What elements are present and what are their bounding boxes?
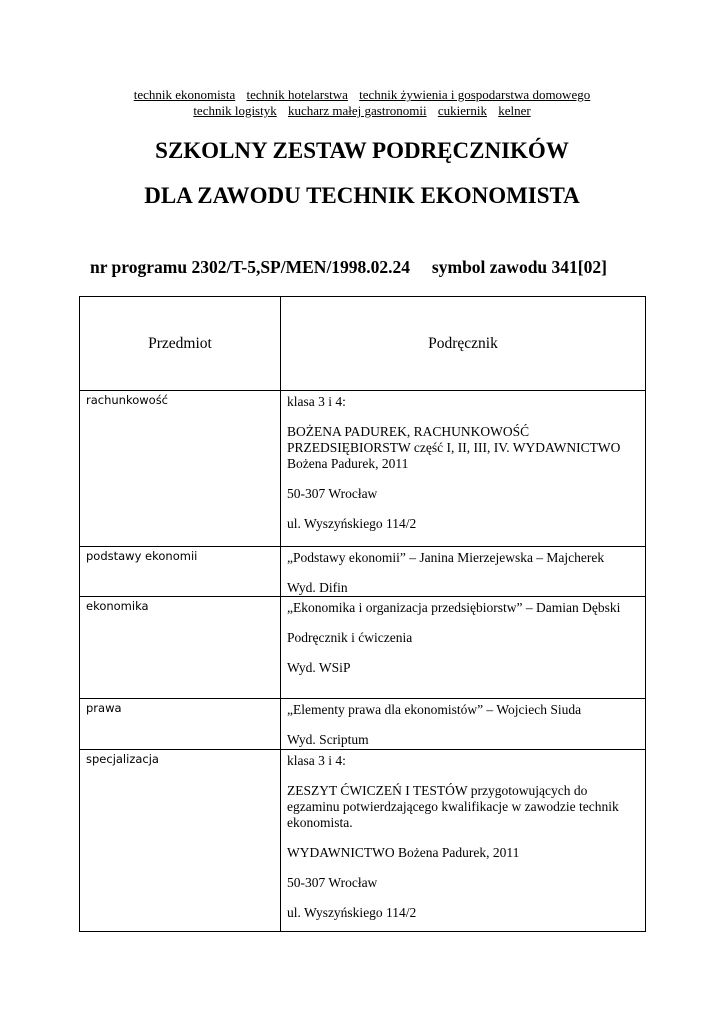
link-technik-logistyk[interactable]: technik logistyk xyxy=(193,103,277,118)
textbook-line: „Ekonomika i organizacja przedsiębiorstw” – Damian Dębski xyxy=(287,600,621,615)
line-gap xyxy=(287,616,639,630)
profession-links-row-2 xyxy=(0,103,724,119)
textbook-line: Wyd. WSiP xyxy=(287,660,351,675)
page-title-line-1: SZKOLNY ZESTAW PODRĘCZNIKÓW xyxy=(155,138,569,163)
line-gap xyxy=(287,646,639,660)
textbook-line: ul. Wyszyńskiego 114/2 xyxy=(287,905,417,920)
subject-cell: rachunkowość xyxy=(80,391,281,547)
link-kucharz[interactable]: kucharz małej gastronomii xyxy=(287,103,427,118)
line-gap xyxy=(287,502,639,516)
textbook-line: Wyd. Difin xyxy=(287,580,348,595)
line-gap xyxy=(287,861,639,875)
textbook-cell xyxy=(281,547,646,597)
header-subject: Przedmiot xyxy=(80,297,281,391)
subject-cell: specjalizacja xyxy=(80,750,281,932)
table-row xyxy=(80,750,646,932)
textbook-cell xyxy=(281,391,646,547)
textbook-line: ZESZYT ĆWICZEŃ I TESTÓW przygotowujących do egzaminu potwierdzającego kwalifikacje w zawodzie technik ekonomista. xyxy=(287,783,619,830)
textbook-line: klasa 3 i 4: xyxy=(287,394,346,409)
table-row xyxy=(80,391,646,547)
link-cukiernik[interactable]: cukiernik xyxy=(437,103,487,118)
line-gap xyxy=(287,566,639,580)
textbook-line: klasa 3 i 4: xyxy=(287,753,346,768)
line-gap xyxy=(287,769,639,783)
textbook-cell xyxy=(281,699,646,750)
line-gap xyxy=(287,891,639,905)
textbook-line: ul. Wyszyńskiego 114/2 xyxy=(287,516,417,531)
table-header-row xyxy=(80,297,646,391)
link-technik-hotelarstwa[interactable]: technik hotelarstwa xyxy=(246,87,348,102)
textbook-line: BOŻENA PADUREK, RACHUNKOWOŚĆ PRZEDSIĘBIORSTW część I, II, III, IV. WYDAWNICTWO Bożena Padurek, 2011 xyxy=(287,424,621,471)
textbook-line: Wyd. Scriptum xyxy=(287,732,369,747)
textbook-cell xyxy=(281,750,646,932)
table-row xyxy=(80,547,646,597)
textbook-cell xyxy=(281,597,646,699)
header-textbook: Podręcznik xyxy=(281,297,646,391)
textbook-line: Podręcznik i ćwiczenia xyxy=(287,630,413,645)
textbook-line: WYDAWNICTWO Bożena Padurek, 2011 xyxy=(287,845,520,860)
table-row xyxy=(80,597,646,699)
line-gap xyxy=(287,831,639,845)
table-row xyxy=(80,699,646,750)
textbook-table xyxy=(79,296,646,932)
program-info: nr programu 2302/T-5,SP/MEN/1998.02.24 symbol zawodu 341[02] xyxy=(90,257,607,277)
subject-cell: ekonomika xyxy=(80,597,281,699)
line-gap xyxy=(287,472,639,486)
link-technik-ekonomista[interactable]: technik ekonomista xyxy=(133,87,236,102)
subject-cell: prawa xyxy=(80,699,281,750)
profession-links-row-1 xyxy=(0,87,724,103)
textbook-line: 50-307 Wrocław xyxy=(287,875,378,890)
line-gap xyxy=(287,718,639,732)
subject-cell: podstawy ekonomii xyxy=(80,547,281,597)
link-technik-zywienia[interactable]: technik żywienia i gospodarstwa domowego xyxy=(359,87,591,102)
line-gap xyxy=(287,410,639,424)
textbook-line: „Elementy prawa dla ekonomistów” – Wojciech Siuda xyxy=(287,702,582,717)
page-title-line-2: DLA ZAWODU TECHNIK EKONOMISTA xyxy=(144,183,580,208)
textbook-line: „Podstawy ekonomii” – Janina Mierzejewska – Majcherek xyxy=(287,550,605,565)
textbook-line: 50-307 Wrocław xyxy=(287,486,378,501)
link-kelner[interactable]: kelner xyxy=(498,103,531,118)
